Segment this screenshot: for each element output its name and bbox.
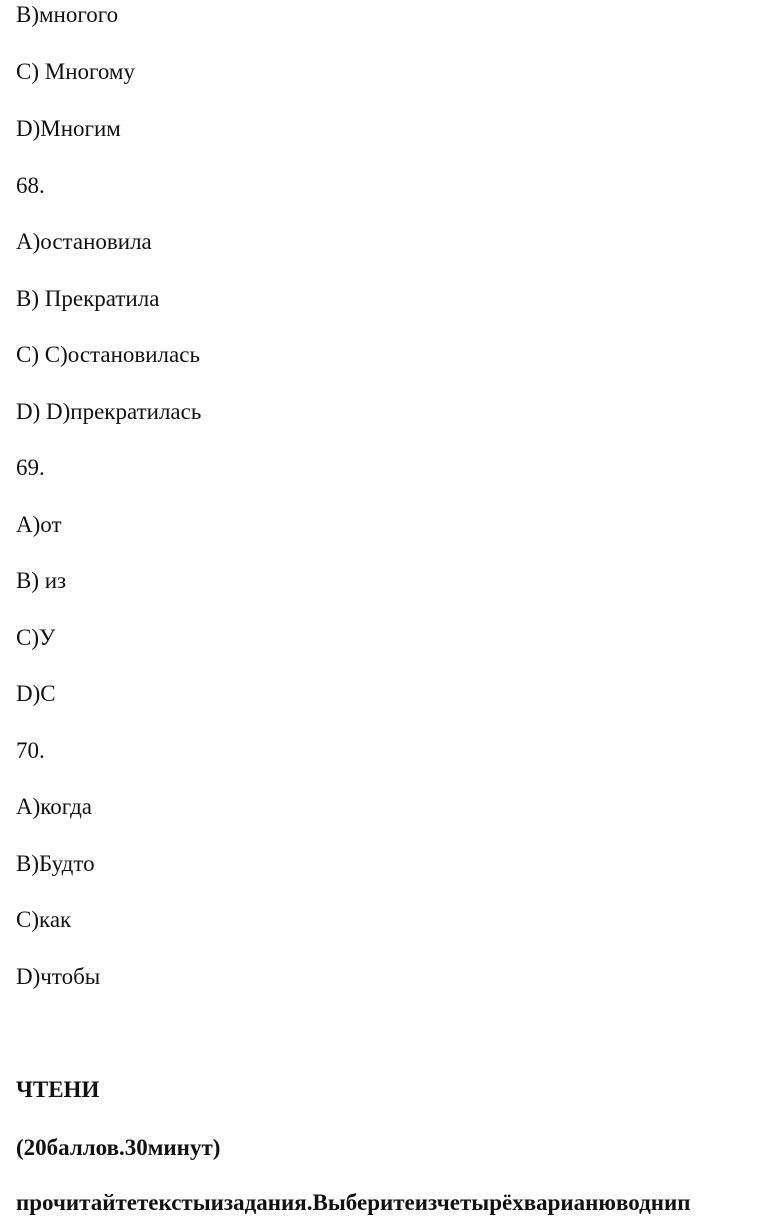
option-d-text: D)Многим xyxy=(16,116,121,141)
option-a-text: A)остановила xyxy=(16,229,152,254)
option-d-text: D) D)прекратилась xyxy=(16,399,202,424)
question-number: 70. xyxy=(16,738,45,763)
option-b-text: B) Прекратила xyxy=(16,286,160,311)
question-number: 68. xyxy=(16,173,45,198)
option-b-text: B) из xyxy=(16,568,67,593)
option-c-text: C) Многому xyxy=(16,59,135,84)
option-d-text: D)чтобы xyxy=(16,964,101,989)
section-heading: ЧТЕНИ xyxy=(16,1077,100,1102)
option-b-text: B)многого xyxy=(16,2,119,27)
option-d-text: D)С xyxy=(16,681,56,706)
option-a-text: A)когда xyxy=(16,794,92,819)
option-b-text: B)Будто xyxy=(16,851,95,876)
section-subtitle: (20баллов.30минут) xyxy=(16,1135,221,1160)
option-c-text: C)как xyxy=(16,907,72,932)
option-c-text: C) C)остановилась xyxy=(16,342,200,367)
option-a-text: A)от xyxy=(16,512,62,537)
option-c-text: C)У xyxy=(16,625,56,650)
question-number: 69. xyxy=(16,455,45,480)
section-instruction: прочитайтетекстыизадания.Выберитеизчетырёхварианюводнип xyxy=(16,1190,691,1215)
